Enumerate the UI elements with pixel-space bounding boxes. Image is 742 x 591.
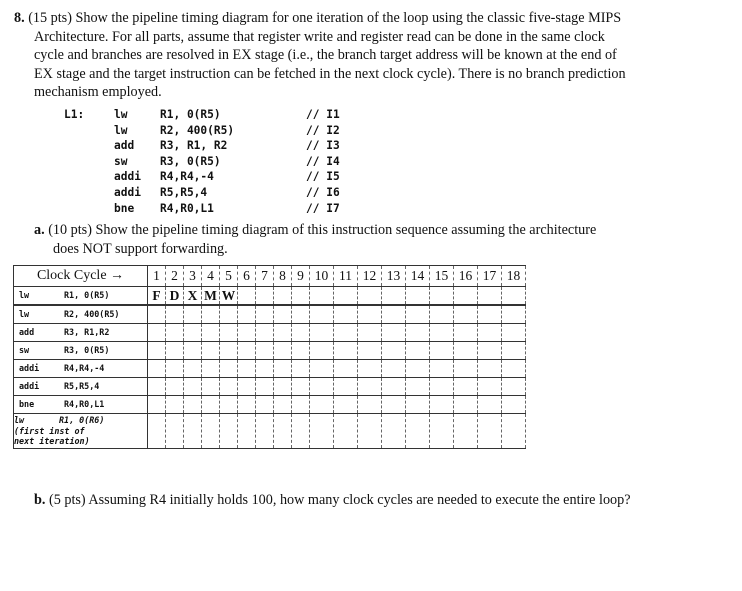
code-line-7: bne R4,R0,L1 // I7 (114, 201, 340, 215)
stage-cell[interactable] (220, 396, 238, 414)
stage-cell[interactable] (478, 360, 502, 378)
stage-cell[interactable] (184, 324, 202, 342)
stage-cell[interactable] (310, 342, 334, 360)
stage-cell[interactable] (454, 324, 478, 342)
cycle-header: 5 (220, 266, 238, 287)
stage-cell[interactable] (334, 324, 358, 342)
instruction-cell: add R3, R1,R2 (14, 324, 148, 342)
stage-cell[interactable] (478, 287, 502, 306)
stage-cell[interactable] (454, 396, 478, 414)
stage-cell[interactable] (382, 360, 406, 378)
stage-cell[interactable] (334, 342, 358, 360)
cycle-header: 12 (358, 266, 382, 287)
cycle-header: 9 (292, 266, 310, 287)
stage-cell[interactable] (148, 305, 166, 324)
stage-cell[interactable] (430, 324, 454, 342)
stage-cell[interactable] (184, 342, 202, 360)
cycle-header: 6 (238, 266, 256, 287)
stage-cell[interactable] (238, 342, 256, 360)
pipeline-stage: W (221, 287, 236, 303)
stage-cell[interactable] (502, 378, 526, 396)
instruction-cell: lw R2, 400(R5) (14, 305, 148, 324)
stage-cell[interactable] (220, 342, 238, 360)
code-line-1: L1: lw R1, 0(R5) // I1 (64, 108, 340, 121)
stage-cell[interactable] (310, 360, 334, 378)
question-line-3: cycle and branches are resolved in EX stage (i.e., the branch target address will be known at the end of (34, 47, 617, 63)
table-row (14, 378, 526, 396)
stage-cell[interactable] (382, 305, 406, 324)
instruction-cell: addi R4,R4,-4 (14, 360, 148, 378)
stage-cell[interactable] (238, 360, 256, 378)
stage-cell[interactable] (148, 360, 166, 378)
stage-cell[interactable] (454, 342, 478, 360)
cycle-header: 18 (502, 266, 526, 287)
stage-cell[interactable] (274, 360, 292, 378)
stage-cell[interactable] (202, 378, 220, 396)
stage-cell[interactable] (430, 396, 454, 414)
stage-cell[interactable] (454, 287, 478, 306)
stage-cell[interactable] (382, 396, 406, 414)
stage-cell[interactable] (478, 378, 502, 396)
stage-cell[interactable] (238, 396, 256, 414)
table-row (14, 324, 526, 342)
stage-cell[interactable] (478, 342, 502, 360)
code-line-2: lw R2, 400(R5) // I2 (114, 123, 340, 137)
stage-cell[interactable] (202, 360, 220, 378)
stage-cell[interactable] (274, 396, 292, 414)
table-header-row (14, 266, 526, 287)
stage-cell[interactable] (274, 324, 292, 342)
code-line-4: sw R3, 0(R5) // I4 (114, 154, 340, 168)
stage-cell[interactable] (310, 305, 334, 324)
stage-cell[interactable] (166, 305, 184, 324)
stage-cell[interactable] (382, 378, 406, 396)
stage-cell[interactable] (256, 360, 274, 378)
stage-cell[interactable] (256, 342, 274, 360)
stage-cell[interactable] (184, 287, 202, 306)
part-b-label: b. (34, 492, 46, 508)
stage-cell[interactable] (334, 287, 358, 306)
cycle-header: 14 (406, 266, 430, 287)
pipeline-stage: M (204, 287, 217, 303)
stage-cell[interactable] (358, 342, 382, 360)
stage-cell[interactable] (382, 287, 406, 306)
stage-cell[interactable] (358, 360, 382, 378)
pipeline-stage: F (152, 287, 161, 303)
stage-cell[interactable] (274, 287, 292, 306)
stage-cell[interactable] (310, 287, 334, 306)
stage-cell[interactable] (502, 396, 526, 414)
stage-cell[interactable] (256, 396, 274, 414)
stage-cell[interactable] (274, 305, 292, 324)
stage-cell[interactable] (430, 287, 454, 306)
stage-cell[interactable] (148, 287, 166, 306)
table-row (14, 305, 526, 324)
code-label: L1: (64, 108, 85, 121)
stage-cell[interactable] (358, 287, 382, 306)
stage-cell[interactable] (220, 287, 238, 306)
cycle-header: 10 (310, 266, 334, 287)
question-8 (14, 9, 714, 102)
stage-cell[interactable] (382, 324, 406, 342)
cycle-header: 13 (382, 266, 406, 287)
stage-cell[interactable] (406, 342, 430, 360)
pipeline-stage: X (187, 287, 198, 303)
part-a: a. (10 pts) Show the pipeline timing diagram of this instruction sequence assuming the architecture does NOT support forwarding. (34, 222, 597, 257)
clock-cycle-label: Clock Cycle → (14, 266, 148, 287)
stage-cell[interactable] (406, 378, 430, 396)
stage-cell[interactable] (202, 324, 220, 342)
stage-cell[interactable] (334, 360, 358, 378)
stage-cell[interactable] (166, 378, 184, 396)
stage-cell[interactable] (358, 378, 382, 396)
stage-cell[interactable] (292, 305, 310, 324)
stage-cell[interactable] (238, 287, 256, 306)
table-row (14, 287, 526, 306)
stage-cell[interactable] (310, 324, 334, 342)
stage-cell[interactable] (202, 305, 220, 324)
stage-cell[interactable] (202, 342, 220, 360)
stage-cell[interactable] (166, 396, 184, 414)
code-line-6: addi R5,R5,4 // I6 (114, 185, 340, 199)
part-a-label: a. (34, 222, 45, 238)
table-row (14, 396, 526, 414)
stage-cell[interactable] (310, 378, 334, 396)
stage-cell[interactable] (202, 287, 220, 306)
stage-cell[interactable] (454, 305, 478, 324)
stage-cell[interactable] (310, 396, 334, 414)
stage-cell[interactable] (166, 360, 184, 378)
instruction-cell: sw R3, 0(R5) (14, 342, 148, 360)
cycle-header: 1 (148, 266, 166, 287)
cycle-header: 17 (478, 266, 502, 287)
stage-cell[interactable] (292, 342, 310, 360)
stage-cell[interactable] (292, 378, 310, 396)
stage-cell[interactable] (166, 324, 184, 342)
stage-cell[interactable] (430, 305, 454, 324)
stage-cell[interactable] (430, 342, 454, 360)
stage-cell[interactable] (430, 378, 454, 396)
instruction-cell: lw R1, 0(R5) (14, 287, 148, 306)
stage-cell[interactable] (292, 287, 310, 306)
next-iteration-cell: lw R1, 0(R6) (first inst of next iteration) (14, 414, 148, 449)
stage-cell[interactable] (256, 378, 274, 396)
stage-cell[interactable] (430, 360, 454, 378)
table-row (14, 360, 526, 378)
stage-cell[interactable] (256, 324, 274, 342)
part-b: b. (5 pts) Assuming R4 initially holds 100, how many clock cycles are needed to execute the entire loop? (34, 492, 631, 508)
stage-cell[interactable] (358, 305, 382, 324)
stage-cell[interactable] (202, 396, 220, 414)
stage-cell[interactable] (166, 342, 184, 360)
cycle-header: 4 (202, 266, 220, 287)
instruction-cell: addi R5,R5,4 (14, 378, 148, 396)
cycle-header: 2 (166, 266, 184, 287)
stage-cell[interactable] (478, 396, 502, 414)
stage-cell[interactable] (292, 396, 310, 414)
cycle-header: 15 (430, 266, 454, 287)
stage-cell[interactable] (292, 360, 310, 378)
stage-cell[interactable] (502, 360, 526, 378)
stage-cell[interactable] (478, 324, 502, 342)
stage-cell[interactable] (148, 396, 166, 414)
stage-cell[interactable] (274, 342, 292, 360)
stage-cell[interactable] (238, 324, 256, 342)
stage-cell[interactable] (406, 287, 430, 306)
stage-cell[interactable] (502, 324, 526, 342)
stage-cell[interactable] (256, 287, 274, 306)
stage-cell[interactable] (238, 305, 256, 324)
stage-cell[interactable] (148, 342, 166, 360)
stage-cell[interactable] (454, 360, 478, 378)
stage-cell[interactable] (334, 396, 358, 414)
stage-cell[interactable] (184, 305, 202, 324)
stage-cell[interactable] (148, 324, 166, 342)
table-row (14, 342, 526, 360)
stage-cell[interactable] (292, 324, 310, 342)
stage-cell[interactable] (406, 305, 430, 324)
code-line-3: add R3, R1, R2 // I3 (114, 139, 340, 153)
cycle-header: 16 (454, 266, 478, 287)
stage-cell[interactable] (274, 378, 292, 396)
stage-cell[interactable] (454, 378, 478, 396)
stage-cell[interactable] (220, 360, 238, 378)
stage-cell[interactable] (382, 342, 406, 360)
stage-cell[interactable] (334, 305, 358, 324)
stage-cell[interactable] (478, 305, 502, 324)
stage-cell[interactable] (502, 305, 526, 324)
stage-cell[interactable] (502, 287, 526, 306)
code-listing (60, 107, 380, 216)
cycle-header: 8 (274, 266, 292, 287)
stage-cell[interactable] (406, 324, 430, 342)
question-line-5: mechanism employed. (34, 84, 162, 100)
cycle-header: 3 (184, 266, 202, 287)
stage-cell[interactable] (502, 342, 526, 360)
stage-cell[interactable] (220, 305, 238, 324)
question-line-2: Architecture. For all parts, assume that register write and register read can be done in the same clock (34, 28, 605, 45)
stage-cell[interactable] (358, 396, 382, 414)
stage-cell[interactable] (166, 287, 184, 306)
question-line-4: EX stage and the target instruction can be fetched in the next clock cycle). There is no branch prediction (34, 65, 626, 82)
stage-cell[interactable] (184, 360, 202, 378)
stage-cell[interactable] (148, 378, 166, 396)
stage-cell[interactable] (406, 396, 430, 414)
stage-cell[interactable] (406, 360, 430, 378)
instruction-cell: bne R4,R0,L1 (14, 396, 148, 414)
stage-cell[interactable] (358, 324, 382, 342)
stage-cell[interactable] (220, 378, 238, 396)
code-line-5: addi R4,R4,-4 // I5 (114, 170, 340, 184)
stage-cell[interactable] (238, 378, 256, 396)
pipeline-stage: D (169, 287, 180, 303)
stage-cell[interactable] (256, 305, 274, 324)
stage-cell[interactable] (184, 396, 202, 414)
stage-cell[interactable] (220, 324, 238, 342)
question-points: (15 pts) (28, 10, 72, 26)
question-line-1: 8. (15 pts) Show the pipeline timing diagram for one iteration of the loop using the classic five-stage MIPS (14, 10, 622, 26)
cycle-header: 11 (334, 266, 358, 287)
cycle-header: 7 (256, 266, 274, 287)
stage-cell[interactable] (184, 378, 202, 396)
stage-cell[interactable] (334, 378, 358, 396)
pipeline-timing-table (13, 265, 526, 449)
table-row-next-iteration (14, 414, 526, 449)
